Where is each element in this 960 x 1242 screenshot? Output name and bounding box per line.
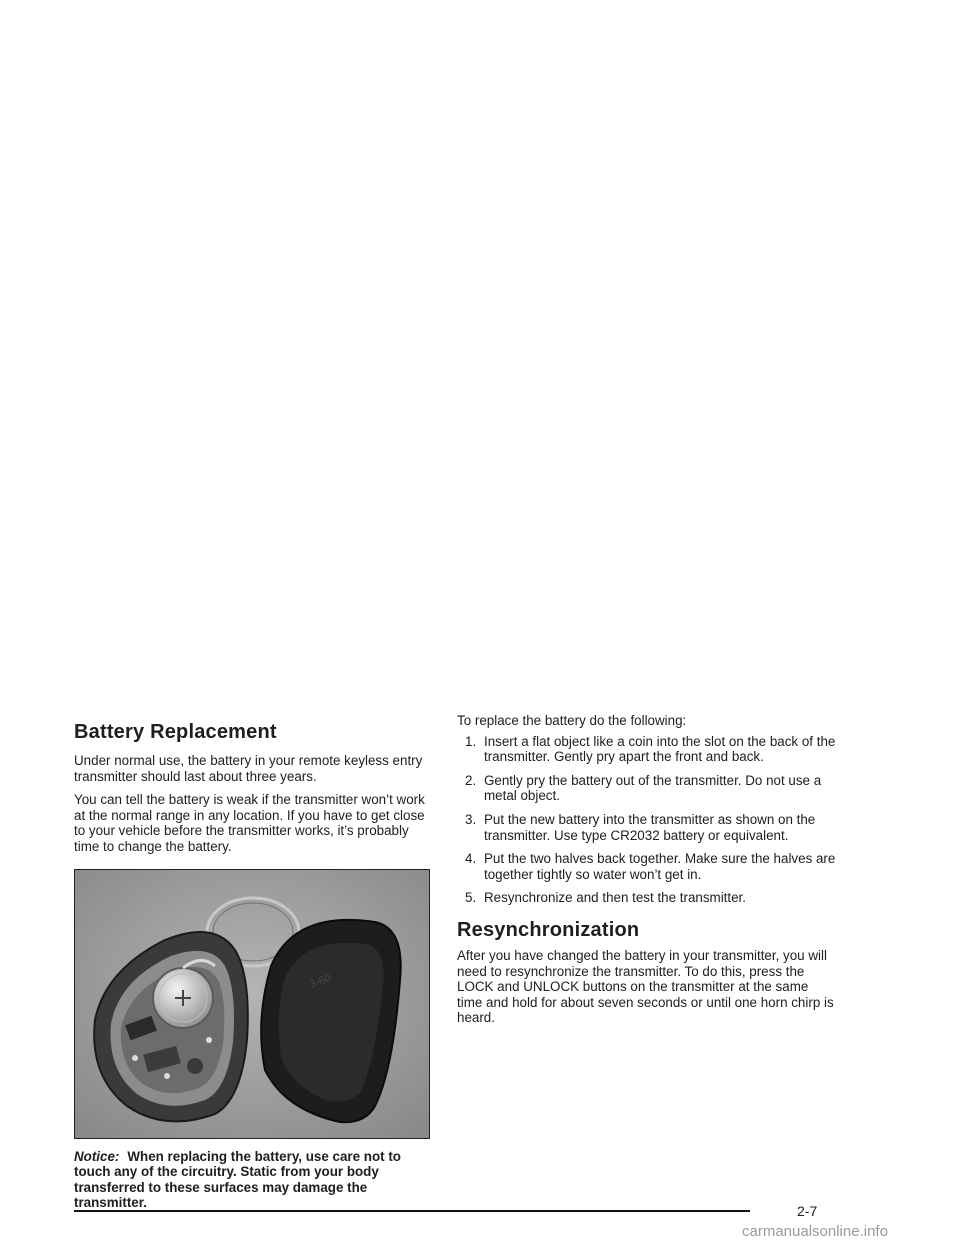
resynchronization-heading: Resynchronization bbox=[457, 918, 640, 941]
notice-label: Notice: bbox=[74, 1148, 120, 1164]
watermark: carmanualsonline.info bbox=[742, 1223, 888, 1240]
step-3 bbox=[457, 812, 837, 843]
step-2 bbox=[457, 773, 837, 804]
step-4 bbox=[457, 851, 837, 882]
battery-replacement-heading: Battery Replacement bbox=[74, 721, 277, 743]
step-number: 5. bbox=[465, 890, 477, 906]
resynchronization-paragraph: After you have changed the battery in your transmitter, you will need to resynchronize the transmitter. To do this, press the LOCK and UNLOCK buttons on the transmitter at the same time and hold for about seven seconds or until one horn chirp is heard. bbox=[457, 947, 834, 1026]
notice-text: When replacing the battery, use care not to touch any of the circuitry. Static from your body transferred to these surfaces may damage the transmitter. bbox=[74, 1148, 401, 1211]
step-number: 3. bbox=[465, 811, 477, 827]
footer-rule bbox=[74, 1210, 750, 1212]
step-number: 4. bbox=[465, 851, 477, 867]
steps-list bbox=[457, 734, 837, 906]
step-text: Put the new battery into the transmitter as shown on the transmitter. Use type CR2032 battery or equivalent. bbox=[484, 811, 816, 843]
step-1 bbox=[457, 734, 837, 765]
step-text: Insert a flat object like a coin into the slot on the back of the transmitter. Gently pry apart the front and back. bbox=[484, 733, 836, 765]
svg-text:3-60: 3-60 bbox=[307, 971, 333, 991]
step-text: Put the two halves back together. Make sure the halves are together tightly so water won’t get in. bbox=[484, 851, 836, 882]
page-number: 2-7 bbox=[797, 1203, 818, 1219]
step-text: Resynchronize and then test the transmitter. bbox=[484, 890, 746, 906]
step-5 bbox=[457, 890, 837, 906]
weak-battery-paragraph: You can tell the battery is weak if the transmitter won’t work at the normal range in any location. If you have to get close to your vehicle before the transmitter works, it’s probably time to change the battery. bbox=[74, 792, 425, 854]
step-text: Gently pry the battery out of the transmitter. Do not use a metal object. bbox=[484, 772, 822, 804]
step-number: 1. bbox=[465, 733, 477, 749]
transmitter-photo bbox=[74, 869, 430, 1139]
left-column bbox=[74, 713, 434, 1211]
step-number: 2. bbox=[465, 772, 477, 788]
notice-paragraph bbox=[74, 1149, 434, 1211]
steps-intro: To replace the battery do the following: bbox=[457, 713, 687, 728]
battery-life-paragraph: Under normal use, the battery in your remote keyless entry transmitter should last about three years. bbox=[74, 753, 423, 784]
right-column bbox=[457, 713, 837, 1034]
